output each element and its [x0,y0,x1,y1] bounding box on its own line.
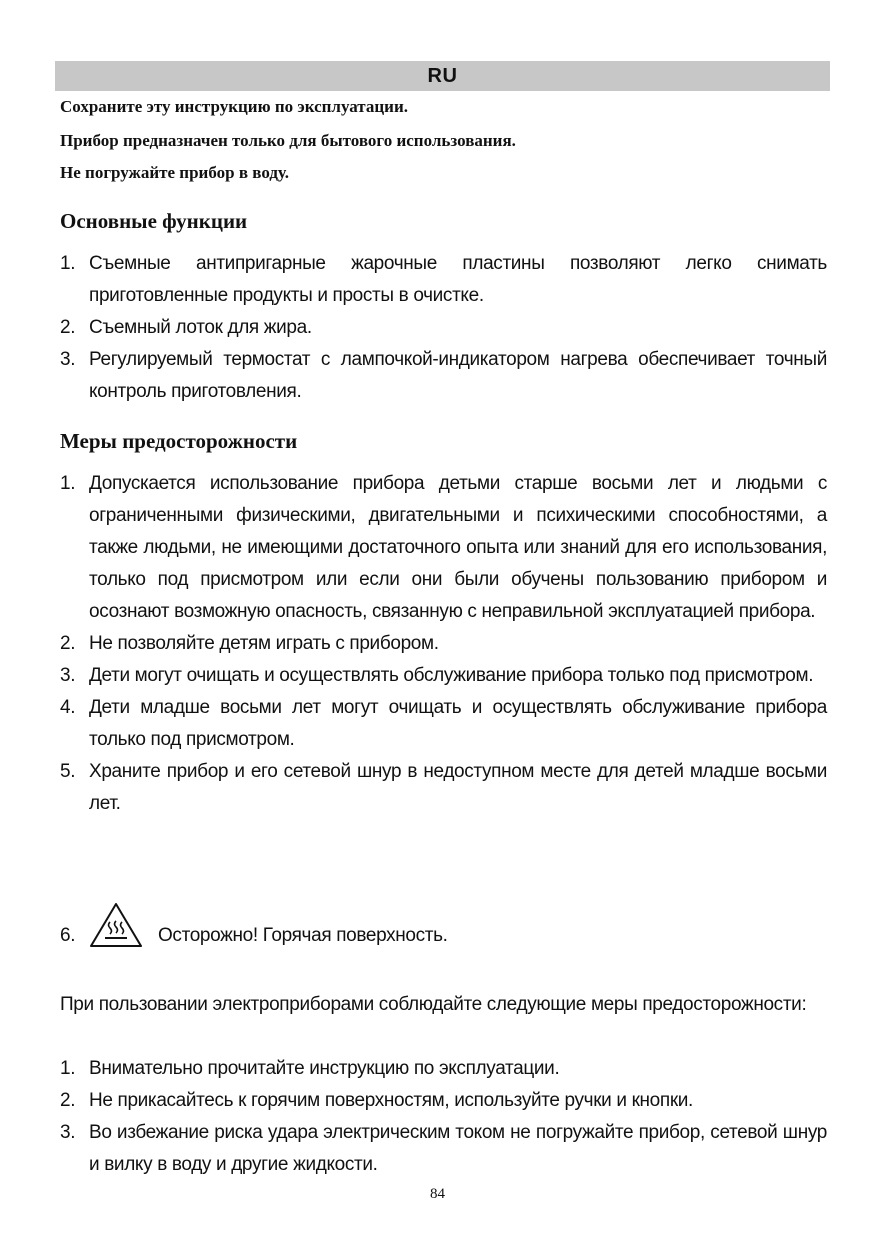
page-number: 84 [430,1186,445,1202]
item-text: Съемные антипригарные жарочные пластины позволяют легко снимать приготовленные продукты и просты в очистке. [89,253,827,306]
list-item [60,1117,827,1181]
general-precautions-intro: При пользовании электроприборами соблюдайте следующие меры предосторожности: [60,994,807,1015]
list-item [60,692,827,756]
list-item [60,756,827,820]
item-number: 3. [60,349,76,370]
item-number: 2. [60,1090,76,1111]
list-item [60,628,827,660]
item-number: 6. [60,925,76,946]
features-heading: Основные функции [60,209,248,233]
item-text: Дети младше восьми лет могут очищать и осуществлять обслуживание прибора только под присмотром. [89,697,827,750]
list-item [60,248,827,312]
hot-surface-text: Осторожно! Горячая поверхность. [158,925,448,946]
precautions-list [60,468,827,820]
hot-surface-warning [60,902,827,950]
notice-household-use: Прибор предназначен только для бытового использования. [60,131,516,150]
item-text: Регулируемый термостат с лампочкой-индикатором нагрева обеспечивает точный контроль приготовления. [89,349,827,402]
item-number: 2. [60,633,76,654]
notice-no-water: Не погружайте прибор в воду. [60,163,289,182]
item-text: Съемный лоток для жира. [89,317,312,338]
item-text: Храните прибор и его сетевой шнур в недоступном месте для детей младше восьми лет. [89,761,827,814]
item-number: 1. [60,1058,76,1079]
list-item [60,660,827,692]
language-header: RU [55,61,830,91]
list-item [60,312,827,344]
item-number: 5. [60,761,76,782]
list-item [60,1053,827,1085]
item-text: Дети могут очищать и осуществлять обслуживание прибора только под присмотром. [89,665,814,686]
precautions-heading: Меры предосторожности [60,429,298,453]
general-precautions-list [60,1053,827,1181]
hot-surface-warning-icon [89,902,143,948]
features-list [60,248,827,408]
list-item [60,344,827,408]
list-item [60,1085,827,1117]
item-number: 3. [60,665,76,686]
item-text: Не прикасайтесь к горячим поверхностям, используйте ручки и кнопки. [89,1090,693,1111]
item-number: 1. [60,253,76,274]
item-text: Внимательно прочитайте инструкцию по эксплуатации. [89,1058,560,1079]
item-text: Во избежание риска удара электрическим током не погружайте прибор, сетевой шнур и вилку в воду и другие жидкости. [89,1122,827,1175]
item-number: 2. [60,317,76,338]
notice-keep-manual: Сохраните эту инструкцию по эксплуатации. [60,97,408,116]
item-number: 3. [60,1122,76,1143]
item-number: 4. [60,697,76,718]
list-item [60,468,827,628]
item-number: 1. [60,473,76,494]
item-text: Допускается использование прибора детьми старше восьми лет и людьми с ограниченными физическими, двигательными и психическими способностями, а также людьми, не имеющими достаточного опыта или знаний для его использования, только под присмотром или если они были обучены пользованию прибором и осознают возможную опасность, связанную с неправильной эксплуатацией прибора. [89,473,827,622]
item-text: Не позволяйте детям играть с прибором. [89,633,439,654]
